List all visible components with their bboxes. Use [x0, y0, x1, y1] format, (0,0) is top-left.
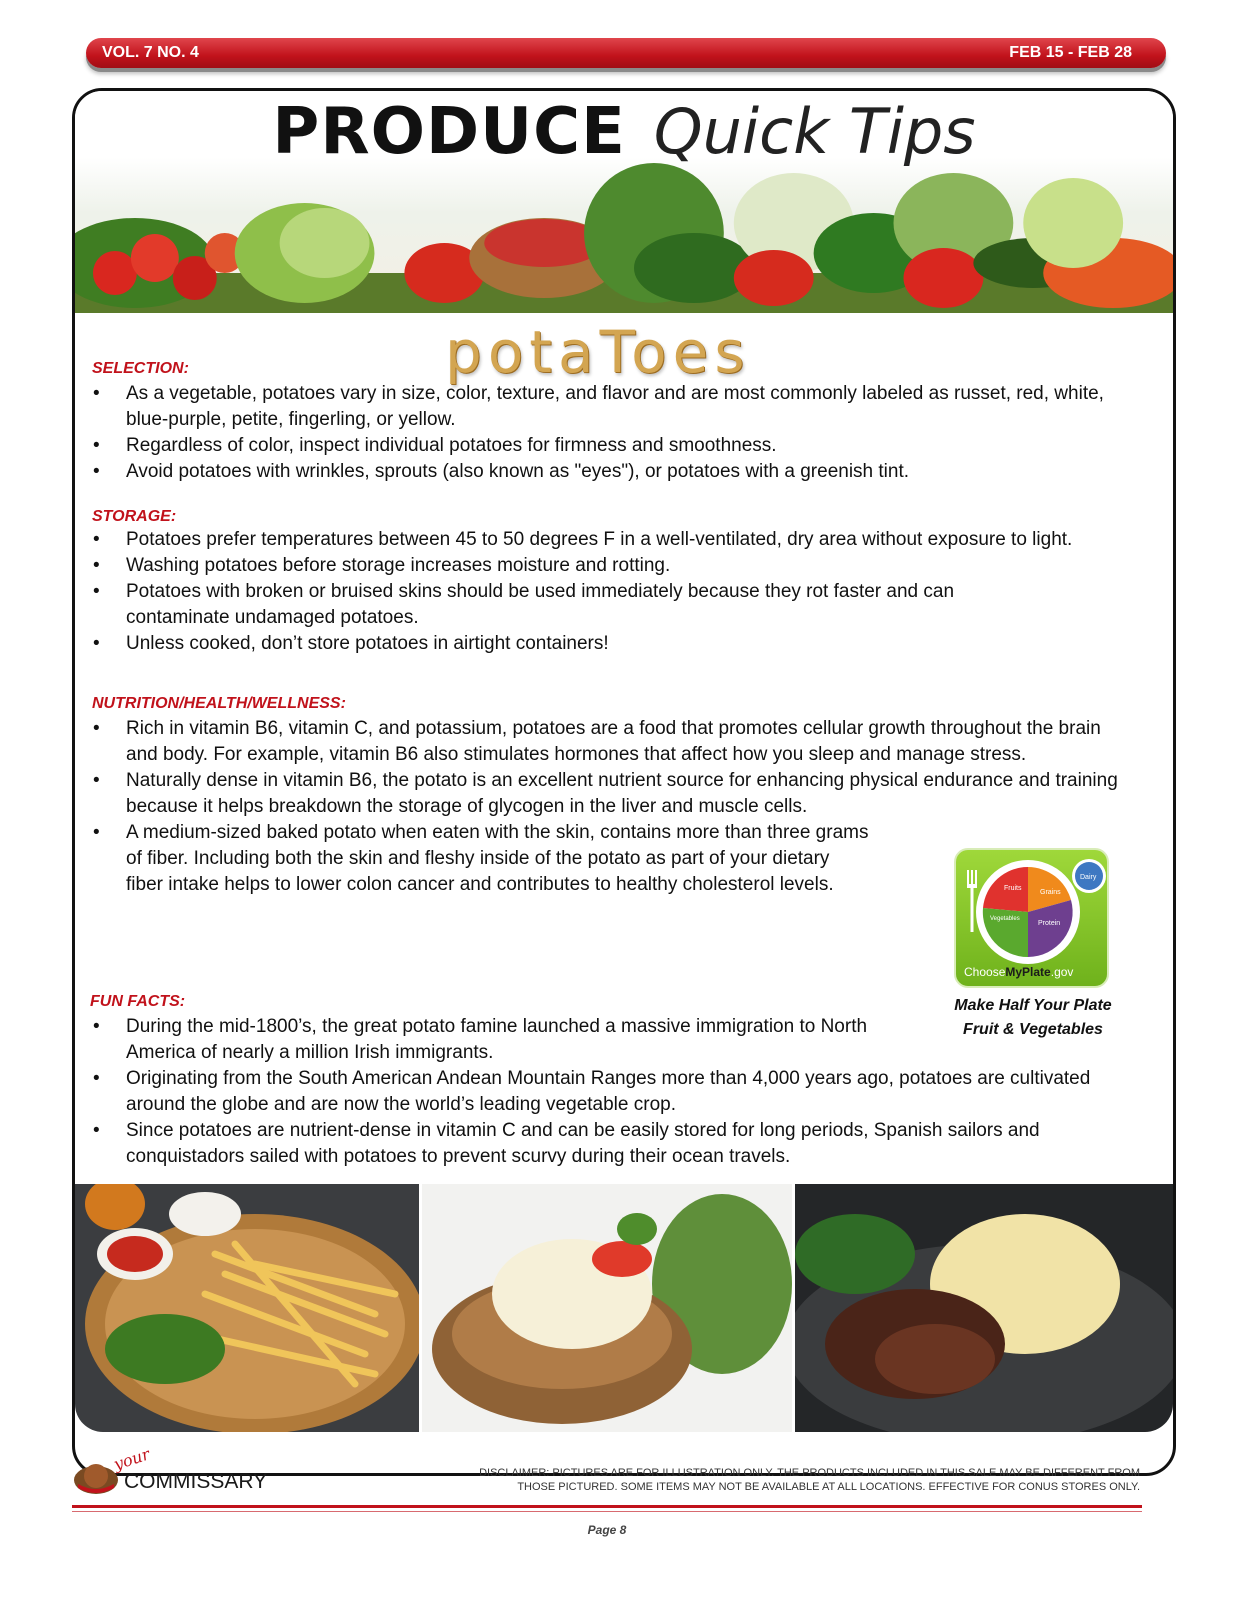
storage-heading: STORAGE: [92, 508, 177, 525]
list-item: • Naturally dense in vitamin B6, the potato is an excellent nutrient source for enhancing physical endurance and training because it helps breakdown the storage of glycogen in the liver and muscle cells. [91, 768, 1141, 820]
vegetables-photo [75, 163, 1173, 313]
list-item: • Avoid potatoes with wrinkles, sprouts (also known as "eyes"), or potatoes with a greenish tint. [91, 459, 1136, 485]
list-item: • Washing potatoes before storage increases moisture and rotting. [91, 553, 1101, 579]
page-title [75, 95, 1173, 169]
fun-facts-list [91, 1014, 1131, 1170]
commissary-logo [72, 1450, 292, 1506]
list-item: • During the mid-1800’s, the great potato famine launched a massive immigration to North America of nearly a million Irish immigrants. [91, 1014, 1131, 1066]
myplate-icon [956, 850, 1111, 990]
list-item: • Originating from the South American Andean Mountain Ranges more than 4,000 years ago, potatoes are cultivated around the globe and are now the world’s leading vegetable crop. [91, 1066, 1131, 1118]
disclaimer [450, 1466, 1140, 1494]
myplate-logo [954, 848, 1109, 988]
issue-volume: VOL. 7 NO. 4 [102, 44, 199, 61]
featured-word: potaToes [445, 318, 751, 386]
myplate-brand-main: MyPlate [1005, 965, 1051, 979]
title-bold: PRODUCE [272, 95, 626, 169]
photo-strip [72, 1184, 1176, 1432]
fries-photo [75, 1184, 419, 1432]
myplate-fruits-label: Fruits [1004, 885, 1022, 892]
header-banner [86, 38, 1166, 68]
list-item: • A medium-sized baked potato when eaten with the skin, contains more than three grams of fiber. Including both the skin and fleshy inside of the potato as part of your dietary fiber intake helps to lower colon cancer and contributes to healthy cholesterol levels. [91, 820, 1141, 898]
fun-facts-heading: FUN FACTS: [90, 993, 186, 1010]
list-item: • Potatoes with broken or bruised skins should be used immediately because they rot faster and can contaminate undamaged potatoes. [91, 579, 1101, 631]
myplate-grains-label: Grains [1040, 889, 1061, 896]
title-light: Quick Tips [653, 95, 976, 168]
hero-banner [75, 91, 1173, 313]
selection-list [91, 381, 1136, 485]
storage-list [91, 527, 1101, 657]
list-item: • Rich in vitamin B6, vitamin C, and potassium, potatoes are a food that promotes cellular growth throughout the brain and body. For example, vitamin B6 also stimulates hormones that affect how you sleep and manage stress. [91, 716, 1141, 768]
mashed-potato-photo [795, 1184, 1173, 1432]
baked-potato-photo [422, 1184, 792, 1432]
list-item: • As a vegetable, potatoes vary in size, color, texture, and flavor and are most commonly labeled as russet, red, white, blue-purple, petite, fingerling, or yellow. [91, 381, 1136, 433]
disclaimer-line2: THOSE PICTURED. SOME ITEMS MAY NOT BE AVAILABLE AT ALL LOCATIONS. EFFECTIVE FOR CONUS STORES ONLY. [517, 1481, 1140, 1493]
myplate-protein-label: Protein [1038, 920, 1061, 927]
disclaimer-line1: DISCLAIMER: PICTURES ARE FOR ILLUSTRATION ONLY. THE PRODUCTS INCLUDED IN THIS SALE MAY BE DIFFERENT FROM [479, 1467, 1140, 1479]
page-number: Page 8 [587, 1523, 627, 1537]
myplate-caption-line2: Fruit & Vegetables [963, 1021, 1103, 1038]
svg-text:ChooseMyPlate.gov [964, 965, 1073, 979]
selection-heading: SELECTION: [92, 360, 189, 377]
list-item: • Unless cooked, don’t store potatoes in airtight containers! [91, 631, 1101, 657]
myplate-vegetables-label: Vegetables [990, 916, 1020, 922]
list-item: • Since potatoes are nutrient-dense in vitamin C and can be easily stored for long periods, Spanish sailors and conquistadors sailed with potatoes to prevent scurvy during their ocean travels. [91, 1118, 1131, 1170]
myplate-dairy-label: Dairy [1080, 874, 1097, 881]
logo-text: COMMISSARY [124, 1470, 268, 1493]
myplate-brand-prefix: Choose [964, 965, 1006, 979]
list-item: • Potatoes prefer temperatures between 45 to 50 degrees F in a well-ventilated, dry area without exposure to light. [91, 527, 1101, 553]
footer-rule-thin [72, 1511, 1142, 1512]
footer-rule [72, 1505, 1142, 1508]
logo-script: your [111, 1450, 153, 1474]
issue-dates: FEB 15 - FEB 28 [1009, 44, 1132, 61]
myplate-caption-line1: Make Half Your Plate [954, 997, 1112, 1014]
nutrition-heading: NUTRITION/HEALTH/WELLNESS: [92, 695, 346, 712]
myplate-brand-suffix: .gov [1050, 965, 1074, 979]
list-item: • Regardless of color, inspect individual potatoes for firmness and smoothness. [91, 433, 1136, 459]
